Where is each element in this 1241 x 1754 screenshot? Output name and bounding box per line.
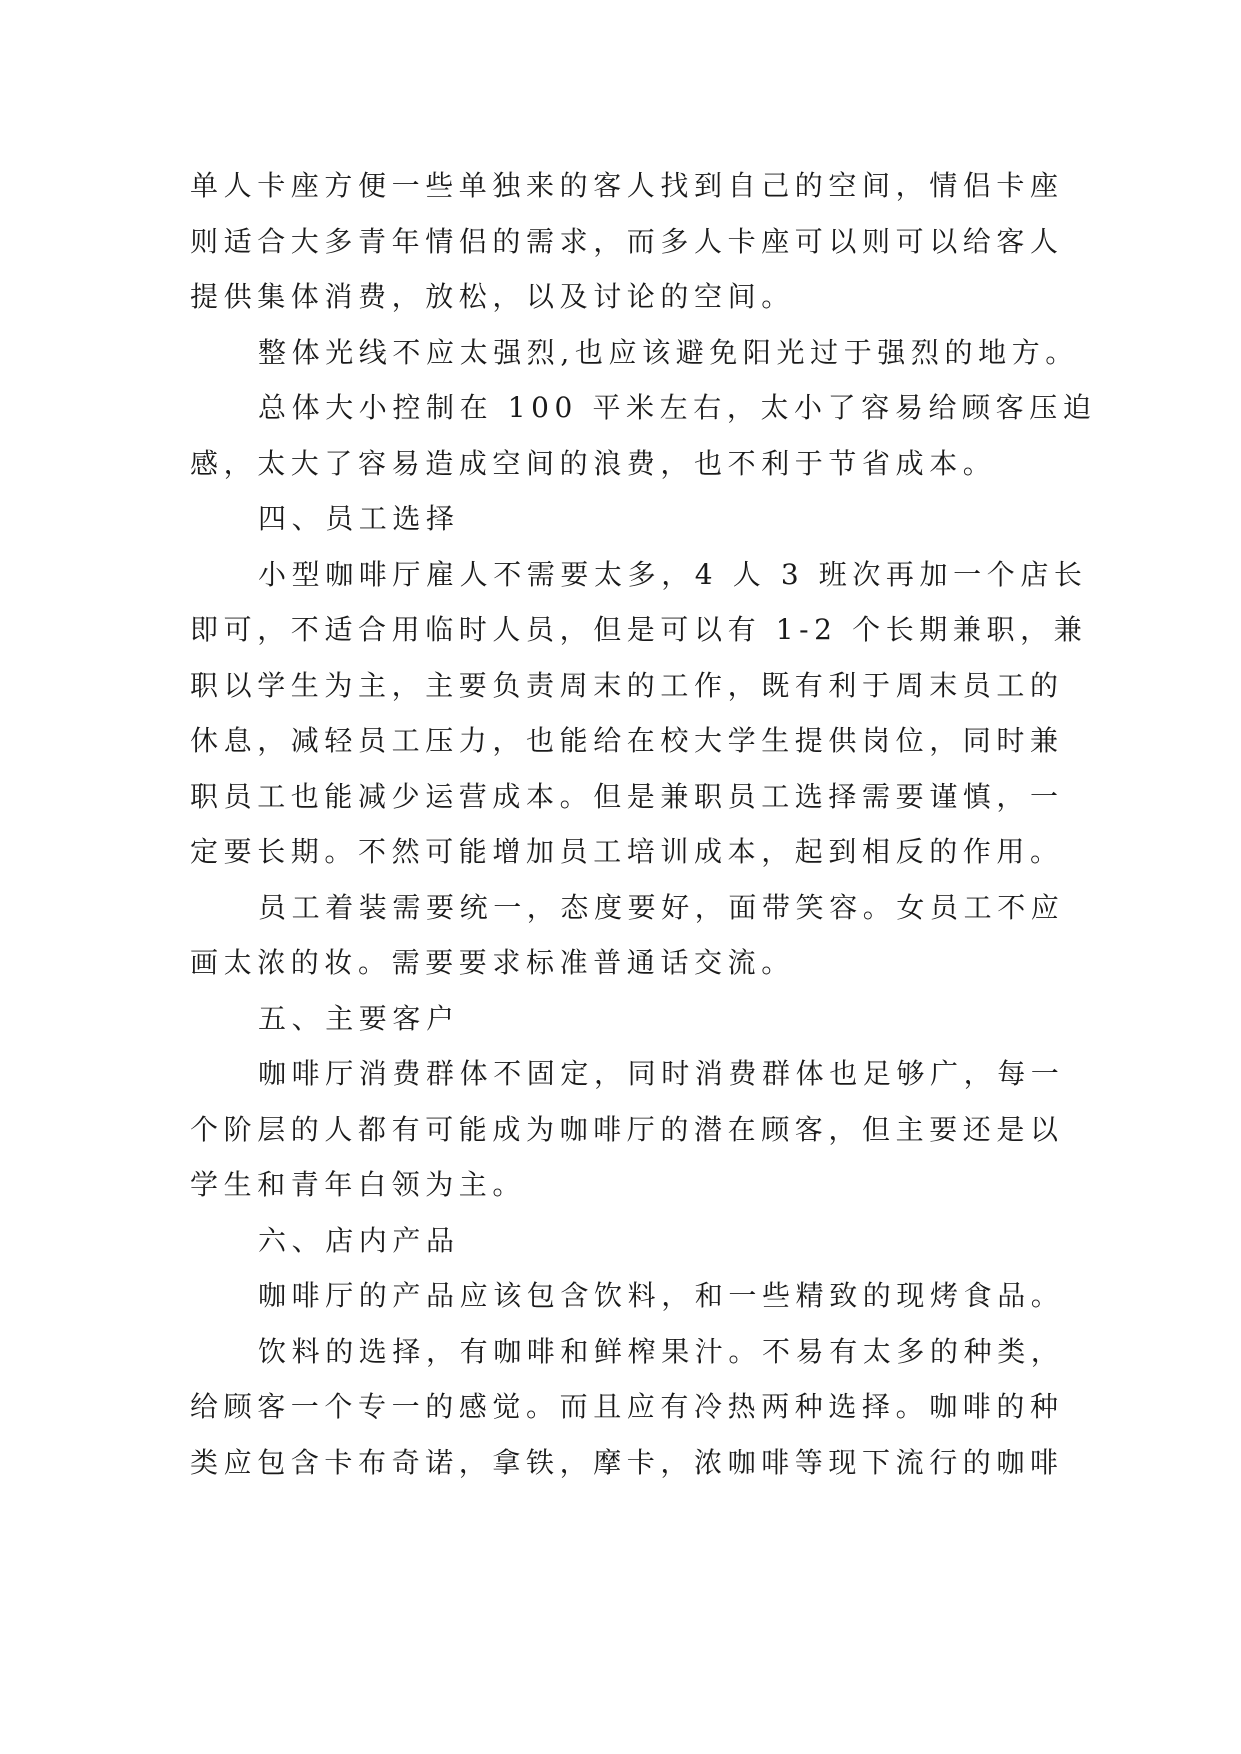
text-line: 咖啡厅消费群体不固定，同时消费群体也足够广，每一 (258, 1057, 1065, 1090)
text-line: 给顾客一个专一的感觉。而且应有冷热两种选择。咖啡的种 (190, 1390, 1064, 1423)
text-line: 职以学生为主，主要负责周末的工作，既有利于周末员工的 (190, 668, 1064, 702)
text-line: 整体光线不应太强烈,也应该避免阳光过于强烈的地方。 (258, 335, 1079, 369)
text-line: 总体大小控制在 100 平米左右，太小了容易给顾客压迫 (258, 391, 1097, 424)
text-line: 感，太大了容易造成空间的浪费，也不利于节省成本。 (190, 446, 997, 480)
text-line: 单人卡座方便一些单独来的客人找到自己的空间，情侣卡座 (190, 169, 1064, 202)
text-line: 四、员工选择 (258, 502, 460, 535)
text-line: 画太浓的妆。需要要求标准普通话交流。 (190, 946, 795, 979)
text-line: 员工着装需要统一，态度要好，面带笑容。女员工不应 (258, 890, 1065, 924)
document-body (190, 158, 1097, 1490)
text-line: 职员工也能减少运营成本。但是兼职员工选择需要谨慎，一 (190, 779, 1064, 813)
text-line: 饮料的选择，有咖啡和鲜榨果汁。不易有太多的种类， (258, 1334, 1065, 1368)
text-line: 定要长期。不然可能增加员工培训成本，起到相反的作用。 (190, 835, 1064, 868)
text-line: 个阶层的人都有可能成为咖啡厅的潜在顾客，但主要还是以 (190, 1112, 1064, 1146)
text-line: 则适合大多青年情侣的需求，而多人卡座可以则可以给客人 (190, 224, 1064, 258)
text-line: 六、店内产品 (258, 1223, 460, 1257)
text-line: 学生和青年白领为主。 (190, 1168, 527, 1201)
text-line: 咖啡厅的产品应该包含饮料，和一些精致的现烤食品。 (258, 1279, 1065, 1312)
text-line: 五、主要客户 (258, 1001, 460, 1035)
text-line: 类应包含卡布奇诺，拿铁，摩卡，浓咖啡等现下流行的咖啡 (190, 1445, 1064, 1479)
text-line: 休息，减轻员工压力，也能给在校大学生提供岗位，同时兼 (190, 724, 1064, 757)
text-line: 小型咖啡厅雇人不需要太多，4 人 3 班次再加一个店长 (258, 557, 1088, 591)
text-line: 即可，不适合用临时人员，但是可以有 1-2 个长期兼职，兼 (190, 613, 1088, 646)
text-line: 提供集体消费，放松，以及讨论的空间。 (190, 280, 795, 313)
